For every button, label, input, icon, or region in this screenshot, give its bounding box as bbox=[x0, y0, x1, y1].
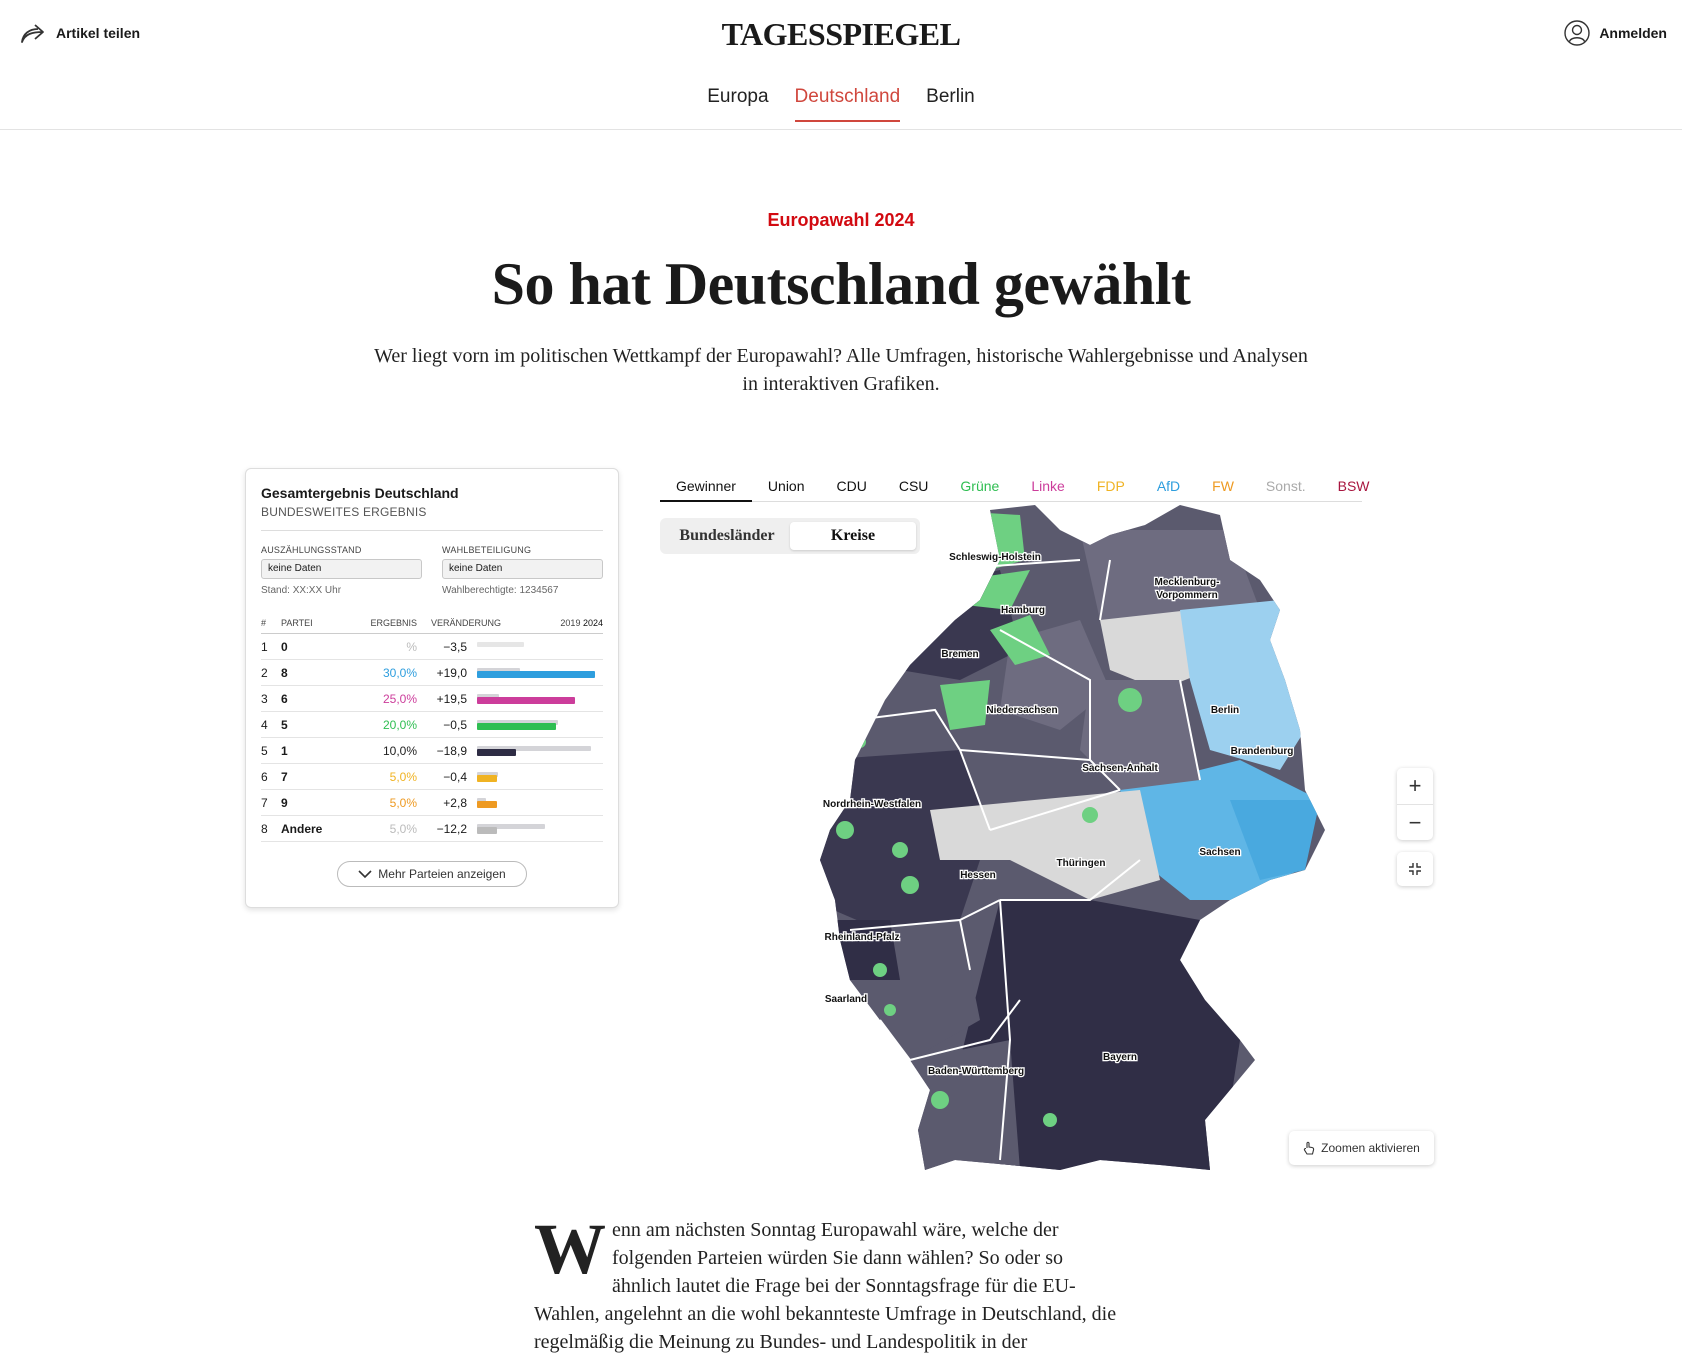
site-header bbox=[0, 0, 1682, 130]
article-text: enn am nächsten Sonntag Europawahl wäre, welche der folgenden Parteien würden Sie dann wählen? So oder so ähnlich lautet die Frage bei der Sonntagsfrage für die EU-Wahlen, angelehnt an die wohl bekannteste Umfrage in Deutschland, die regelmäßig die Meinung zu Bundes- und Landespolitik in der bbox=[534, 1219, 1117, 1353]
map-label-hessen: Hessen bbox=[960, 870, 996, 881]
turnout-stat bbox=[442, 545, 603, 596]
table-row bbox=[261, 712, 603, 738]
page-title: So hat Deutschland gewählt bbox=[491, 251, 1191, 317]
party-tabs bbox=[660, 472, 1370, 502]
level-option-bundeslaender[interactable]: Bundesländer bbox=[679, 527, 775, 544]
col-years bbox=[511, 618, 603, 628]
tab-cdu[interactable]: CDU bbox=[836, 478, 867, 494]
col-num: # bbox=[261, 618, 267, 628]
tab-linke[interactable]: Linke bbox=[1031, 478, 1065, 494]
login-button[interactable] bbox=[1564, 20, 1667, 46]
table-row bbox=[261, 660, 603, 686]
row-change: −18,9 bbox=[436, 743, 467, 758]
tab-grüne[interactable]: Grüne bbox=[960, 478, 1000, 494]
kicker: Europawahl 2024 bbox=[767, 210, 915, 230]
row-num: 7 bbox=[261, 795, 268, 810]
table-row bbox=[261, 816, 603, 842]
row-party: 8 bbox=[281, 665, 288, 680]
results-rows bbox=[261, 634, 603, 842]
results-subtitle: BUNDESWEITES ERGEBNIS bbox=[261, 505, 603, 531]
hand-pointer-icon bbox=[1303, 1141, 1315, 1155]
col-result: ERGEBNIS bbox=[370, 618, 417, 628]
article-body bbox=[534, 1209, 1124, 1353]
tab-fdp[interactable]: FDP bbox=[1096, 478, 1125, 494]
row-change: +19,0 bbox=[436, 665, 467, 680]
row-change: −0,5 bbox=[443, 717, 467, 732]
map-label-thüringen: Thüringen bbox=[1056, 858, 1106, 869]
fullscreen-button[interactable] bbox=[1397, 852, 1433, 886]
col-year-prev: 2019 bbox=[560, 618, 581, 628]
map-label-mecklenburg-vorpommern: Vorpommern bbox=[1156, 590, 1218, 601]
table-row bbox=[261, 634, 603, 660]
row-result: 25,0% bbox=[382, 691, 417, 706]
show-more-parties-button[interactable] bbox=[337, 861, 527, 887]
row-num: 4 bbox=[261, 717, 268, 732]
map-label-rheinland-pfalz: Rheinland-Pfalz bbox=[824, 932, 900, 943]
row-num: 5 bbox=[261, 743, 268, 758]
row-bar bbox=[477, 790, 603, 816]
nav-item-deutschland[interactable]: Deutschland bbox=[795, 86, 901, 122]
nav-item-europa[interactable]: Europa bbox=[707, 86, 769, 107]
tab-fw[interactable]: FW bbox=[1212, 478, 1234, 494]
dropcap: W bbox=[534, 1209, 606, 1289]
row-bar bbox=[477, 712, 603, 738]
level-option-kreise[interactable]: Kreise bbox=[790, 522, 916, 550]
tab-afd[interactable]: AfD bbox=[1156, 478, 1181, 494]
row-party: 5 bbox=[281, 717, 288, 732]
zoom-activate-button[interactable] bbox=[1289, 1131, 1434, 1165]
zoom-activate-label: Zoomen aktivieren bbox=[1321, 1141, 1420, 1155]
table-row bbox=[261, 790, 603, 816]
tab-gewinner[interactable]: Gewinner bbox=[660, 472, 752, 502]
results-card bbox=[245, 468, 619, 908]
row-party: Andere bbox=[281, 821, 323, 836]
bar-2024 bbox=[477, 723, 556, 730]
col-change: VERÄNDERUNG bbox=[431, 618, 502, 628]
table-row bbox=[261, 764, 603, 790]
map-regions bbox=[760, 500, 1340, 1175]
bar-2024 bbox=[477, 697, 575, 704]
row-party: 1 bbox=[281, 743, 288, 758]
bar-2024 bbox=[477, 671, 595, 678]
row-num: 1 bbox=[261, 639, 268, 654]
map-label-berlin: Berlin bbox=[1210, 705, 1240, 716]
row-result: % bbox=[406, 639, 417, 654]
stats bbox=[261, 545, 603, 596]
col-year-cur: 2024 bbox=[582, 618, 603, 628]
row-result: 5,0% bbox=[389, 769, 417, 784]
map-label-sachsen-anhalt: Sachsen-Anhalt bbox=[1082, 763, 1158, 774]
row-change: +2,8 bbox=[443, 795, 467, 810]
map-label-brandenburg: Brandenburg bbox=[1230, 746, 1294, 757]
bar-2024 bbox=[477, 775, 497, 782]
row-party: 9 bbox=[281, 795, 288, 810]
count-note: Stand: XX:XX Uhr bbox=[261, 585, 342, 596]
germany-map[interactable] bbox=[760, 500, 1340, 1175]
col-party: PARTEI bbox=[281, 618, 313, 628]
map-label-nordrhein-westfalen: Nordrhein-Westfalen bbox=[822, 799, 922, 810]
bar-2024 bbox=[477, 801, 497, 808]
map-label-niedersachsen: Niedersachsen bbox=[986, 705, 1058, 716]
collapse-icon bbox=[1407, 861, 1423, 877]
map-label-mecklenburg-vorpommern: Mecklenburg- bbox=[1154, 577, 1220, 588]
zoom-out-button[interactable]: − bbox=[1397, 804, 1433, 840]
row-party: 7 bbox=[281, 769, 288, 784]
tab-bsw[interactable]: BSW bbox=[1337, 478, 1370, 494]
lead-text: Wer liegt vorn im politischen Wettkampf der Europawahl? Alle Umfragen, historische Wahlergebnisse und Analysen in interaktiven Grafiken. bbox=[374, 345, 1308, 395]
nav-item-berlin[interactable]: Berlin bbox=[926, 86, 975, 107]
map-label-saarland: Saarland bbox=[824, 994, 868, 1005]
zoom-in-button[interactable]: + bbox=[1408, 773, 1422, 798]
row-bar bbox=[477, 686, 603, 712]
row-party: 6 bbox=[281, 691, 288, 706]
share-label: Artikel teilen bbox=[56, 25, 141, 41]
row-result: 5,0% bbox=[389, 821, 417, 836]
turnout-note: Wahlberechtigte: 1234567 bbox=[442, 585, 559, 596]
row-num: 2 bbox=[261, 665, 268, 680]
tab-csu[interactable]: CSU bbox=[898, 478, 929, 494]
row-change: −12,2 bbox=[436, 821, 467, 836]
row-result: 30,0% bbox=[382, 665, 417, 680]
row-change: +19,5 bbox=[436, 691, 467, 706]
bar-2024 bbox=[477, 749, 516, 756]
row-change: −0,4 bbox=[443, 769, 467, 784]
map-label-baden-württemberg: Baden-Württemberg bbox=[927, 1066, 1025, 1077]
map-label-sachsen: Sachsen bbox=[1199, 847, 1241, 858]
section-nav bbox=[0, 86, 1682, 122]
row-change: −3,5 bbox=[443, 639, 467, 654]
turnout-value: keine Daten bbox=[442, 559, 603, 579]
row-bar bbox=[477, 816, 603, 842]
bar-2024 bbox=[477, 827, 497, 834]
row-bar bbox=[477, 738, 603, 764]
zoom-controls bbox=[1397, 768, 1433, 840]
turnout-label: WAHLBETEILIGUNG bbox=[442, 545, 532, 555]
tab-sonst[interactable]: Sonst. bbox=[1265, 478, 1306, 494]
results-title: Gesamtergebnis Deutschland bbox=[261, 485, 459, 501]
row-num: 3 bbox=[261, 691, 268, 706]
chevron-down-icon bbox=[358, 869, 372, 879]
map-label-hamburg: Hamburg bbox=[1001, 605, 1045, 616]
row-bar bbox=[477, 660, 603, 686]
table-row bbox=[261, 686, 603, 712]
count-label: AUSZÄHLUNGSSTAND bbox=[261, 545, 362, 555]
site-logo[interactable]: TAGESSPIEGEL bbox=[721, 16, 961, 52]
row-result: 10,0% bbox=[382, 743, 417, 758]
row-bar bbox=[477, 764, 603, 790]
tab-union[interactable]: Union bbox=[767, 478, 805, 494]
map-label-bayern: Bayern bbox=[1103, 1052, 1137, 1063]
row-bar bbox=[477, 634, 603, 660]
row-result: 20,0% bbox=[382, 717, 417, 732]
login-label: Anmelden bbox=[1599, 25, 1667, 41]
row-party: 0 bbox=[281, 639, 288, 654]
map-label-schleswig-holstein: Schleswig-Holstein bbox=[949, 552, 1041, 563]
row-result: 5,0% bbox=[389, 795, 417, 810]
count-stat bbox=[261, 545, 422, 596]
show-more-label: Mehr Parteien anzeigen bbox=[378, 867, 506, 881]
row-num: 8 bbox=[261, 821, 268, 836]
count-value: keine Daten bbox=[261, 559, 422, 579]
row-num: 6 bbox=[261, 769, 268, 784]
map-label-bremen: Bremen bbox=[941, 649, 979, 660]
bar-2019 bbox=[477, 642, 524, 647]
table-row bbox=[261, 738, 603, 764]
user-icon bbox=[1564, 20, 1590, 46]
results-table-header bbox=[261, 618, 603, 634]
